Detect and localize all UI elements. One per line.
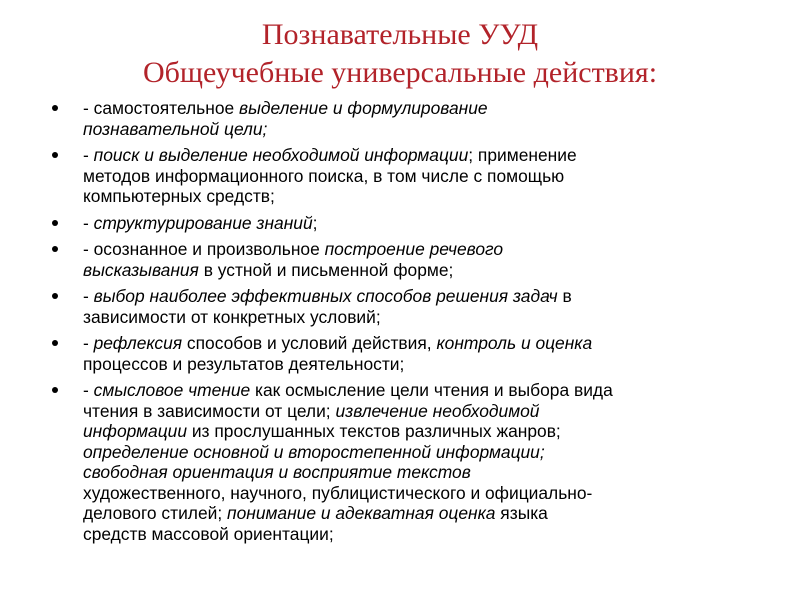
text-segment: языка xyxy=(495,503,548,523)
bullet-line xyxy=(83,401,748,422)
bullet-line xyxy=(83,286,748,307)
italic-text-segment: рефлексия xyxy=(93,333,183,353)
bullet-item xyxy=(48,286,748,327)
text-segment: - xyxy=(83,380,94,400)
text-segment: - xyxy=(83,212,94,233)
bullet-line xyxy=(83,239,748,260)
bullet-item xyxy=(48,333,748,374)
text-segment: процессов и результатов деятельности; xyxy=(83,353,405,374)
bullet-line xyxy=(83,307,748,328)
bullet-dot-icon xyxy=(52,105,58,111)
bullet-dot-icon xyxy=(52,293,58,299)
text-segment: - xyxy=(83,333,94,353)
bullet-line xyxy=(83,483,748,504)
bullet-item xyxy=(48,145,748,207)
text-segment: из прослушанных текстов различных жанров; xyxy=(187,421,561,441)
title-line-2: Общеучебные универсальные действия: xyxy=(142,56,658,89)
italic-text-segment: поиск и выделение необходимой информации xyxy=(93,145,469,165)
text-segment: средств массовой ориентации; xyxy=(83,523,334,544)
bullet-item xyxy=(48,239,748,280)
bullet-dot-icon xyxy=(52,246,58,252)
italic-text-segment: выделение и формулирование xyxy=(239,98,488,118)
bullet-line xyxy=(83,98,748,119)
text-segment: делового стилей; xyxy=(83,503,228,523)
text-segment: чтения в зависимости от цели; xyxy=(83,400,336,421)
italic-text-segment: построение речевого xyxy=(324,239,504,259)
italic-text-segment: выбор наиболее эффективных способов решения задач xyxy=(93,286,558,306)
bullet-dot-icon xyxy=(52,387,58,393)
text-segment: - xyxy=(83,286,94,306)
bullet-list xyxy=(48,98,748,550)
bullet-dot-icon xyxy=(52,340,58,346)
bullet-item xyxy=(48,213,748,234)
bullet-line xyxy=(83,333,748,354)
italic-text-segment: высказывания xyxy=(83,259,199,280)
bullet-item xyxy=(48,380,748,544)
bullet-line xyxy=(83,421,748,442)
title-line-1: Познавательные УУД xyxy=(261,18,539,51)
bullet-dot-icon xyxy=(52,220,58,226)
bullet-line xyxy=(83,119,748,140)
bullet-line xyxy=(83,380,748,401)
bullet-line xyxy=(83,462,748,483)
bullet-line xyxy=(83,145,748,166)
text-segment: - xyxy=(83,145,94,165)
text-segment: - самостоятельное xyxy=(83,98,240,118)
text-segment: методов информационного поиска, в том числе с помощью xyxy=(83,165,565,186)
text-segment: в устной и письменной форме; xyxy=(198,259,454,280)
bullet-line xyxy=(83,213,748,234)
italic-text-segment: познавательной цели; xyxy=(83,118,268,139)
text-segment: зависимости от конкретных условий; xyxy=(83,306,381,327)
text-segment: ; xyxy=(312,212,318,233)
slide-title xyxy=(0,16,800,92)
bullet-dot-icon xyxy=(52,152,58,158)
text-segment: как осмысление цели чтения и выбора вида xyxy=(250,380,613,400)
text-segment: - осознанное и произвольное xyxy=(83,239,325,259)
bullet-line xyxy=(83,186,748,207)
bullet-line xyxy=(83,442,748,463)
italic-text-segment: свободная ориентация и восприятие текстов xyxy=(83,462,471,482)
bullet-line xyxy=(83,166,748,187)
italic-text-segment: структурирование знаний xyxy=(93,212,313,233)
bullet-item xyxy=(48,98,748,139)
italic-text-segment: извлечение необходимой xyxy=(335,400,540,421)
text-segment: художественного, научного, публицистического и официально- xyxy=(83,482,593,503)
bullet-line xyxy=(83,260,748,281)
italic-text-segment: информации xyxy=(83,421,187,441)
bullet-line xyxy=(83,524,748,545)
italic-text-segment: понимание и адекватная оценка xyxy=(227,503,496,523)
italic-text-segment: смысловое чтение xyxy=(93,380,251,400)
text-segment: способов и условий действия, xyxy=(182,333,437,353)
italic-text-segment: определение основной и второстепенной информации; xyxy=(83,441,545,462)
text-segment: в xyxy=(557,286,572,306)
text-segment: компьютерных средств; xyxy=(83,186,275,206)
text-segment: ; применение xyxy=(468,145,577,165)
italic-text-segment: контроль и оценка xyxy=(436,333,593,353)
bullet-line xyxy=(83,354,748,375)
bullet-line xyxy=(83,503,748,524)
